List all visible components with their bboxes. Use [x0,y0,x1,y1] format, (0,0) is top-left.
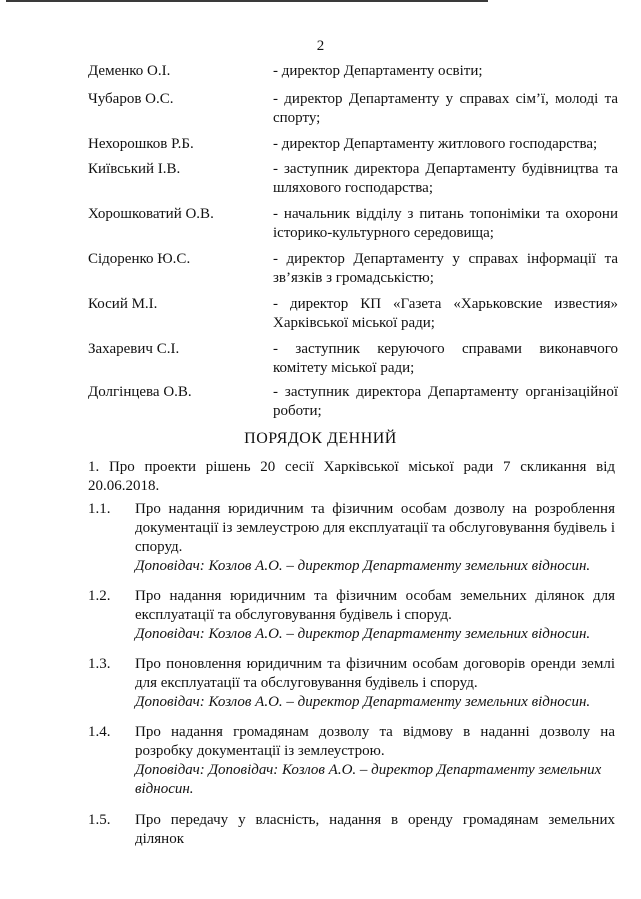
agenda-item-number: 1.5. [88,812,111,828]
agenda-item [88,811,615,849]
agenda-item-reporter: Доповідач: Доповідач: Козлов А.О. – директор Департаменту земельних відносин. [135,762,602,797]
agenda-item-reporter: Доповідач: Козлов А.О. – директор Департаменту земельних відносин. [135,626,591,642]
member-role: - заступник директора Департаменту організаційної роботи; [273,384,618,419]
member-row [88,62,618,81]
agenda-item-text: Про надання юридичним та фізичним особам дозволу на розроблення документації із землеустрою для експлуатації та обслуговування будівель і споруд. [135,501,615,555]
agenda-item-number: 1.3. [88,656,111,672]
member-name: Хорошковатий О.В. [88,206,214,222]
agenda-item-number: 1.2. [88,588,111,604]
member-name: Київський І.В. [88,161,181,177]
member-name: Чубаров О.С. [88,91,174,107]
member-role: - начальник відділу з питань топоніміки та охорони історико-культурного середовища; [273,206,618,241]
member-name: Долгінцева О.В. [88,384,192,400]
agenda-item [88,723,615,799]
member-row [88,160,618,198]
member-role: - заступник директора Департаменту будівництва та шляхового господарства; [273,161,618,196]
member-role: - директор Департаменту освіти; [273,63,483,79]
top-scan-edge [6,0,488,2]
agenda-item-reporter: Доповідач: Козлов А.О. – директор Департаменту земельних відносин. [135,694,591,710]
agenda-item-number: 1.4. [88,724,111,740]
agenda-title: ПОРЯДОК ДЕННИЙ [244,430,397,447]
member-role: - директор Департаменту у справах інформації та зв’язків з громадськістю; [273,251,618,286]
agenda-item-text: Про надання юридичним та фізичним особам земельних ділянок для експлуатації та обслуговування будівель і споруд. [135,588,615,623]
member-name: Нехорошков Р.Б. [88,136,194,152]
member-row [88,250,618,288]
agenda-item-number: 1.1. [88,501,111,517]
member-role: - директор КП «Газета «Харьковские известия» Харківської міської ради; [273,296,618,331]
member-row [88,135,618,154]
member-row [88,90,618,128]
agenda-item [88,587,615,644]
member-row [88,383,618,421]
member-name: Захаревич С.І. [88,341,180,357]
member-row [88,205,618,243]
member-role: - директор Департаменту у справах сім’ї, молоді та спорту; [273,91,618,126]
agenda-intro: 1. Про проекти рішень 20 сесії Харківської міської ради 7 скликання від 20.06.2018. [88,459,615,494]
agenda-item-reporter: Доповідач: Козлов А.О. – директор Департаменту земельних відносин. [135,558,591,574]
member-name: Косий М.І. [88,296,158,312]
member-role: - заступник керуючого справами виконавчого комітету міської ради; [273,341,618,376]
page-number: 2 [316,38,325,54]
agenda-item-text: Про надання громадянам дозволу та відмову в наданні дозволу на розробку документації із землеустрою. [135,724,615,759]
agenda-item [88,500,615,576]
agenda-item-text: Про передачу у власність, надання в оренду громадянам земельних ділянок [135,812,615,847]
member-row [88,340,618,378]
member-row [88,295,618,333]
member-name: Сідоренко Ю.С. [88,251,191,267]
member-role: - директор Департаменту житлового господарства; [273,136,598,152]
agenda-item-text: Про поновлення юридичним та фізичним особам договорів оренди землі для експлуатації та обслуговування будівель і споруд. [135,656,615,691]
member-name: Деменко О.І. [88,63,171,79]
agenda-item [88,655,615,712]
